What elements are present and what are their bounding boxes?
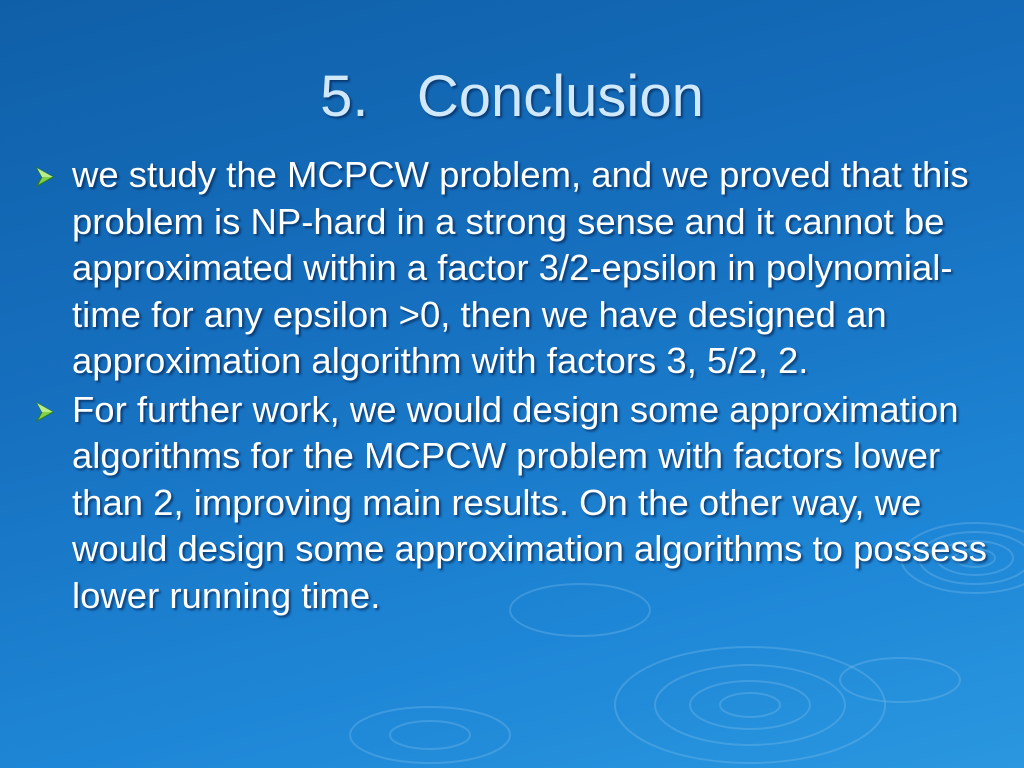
bullet-list	[72, 152, 1012, 621]
slide-title: 5. Conclusion	[320, 64, 704, 129]
arrow-bullet-icon	[34, 166, 56, 188]
bullet-text: For further work, we would design some approximation algorithms for the MCPCW problem with factors lower than 2, improving main results. On the other way, we would design some approximation algorithms to possess lower running time.	[72, 388, 987, 616]
bullet-text: we study the MCPCW problem, and we proved that this problem is NP-hard in a strong sense and it cannot be approximated within a factor 3/2-epsilon in polynomial-time for any epsilon >0, then we have designed an approximation algorithm with factors 3, 5/2, 2.	[72, 154, 969, 381]
bullet-item-further-work	[72, 387, 1012, 620]
arrow-bullet-icon	[34, 401, 56, 423]
bullet-item-conclusion	[72, 152, 1012, 385]
